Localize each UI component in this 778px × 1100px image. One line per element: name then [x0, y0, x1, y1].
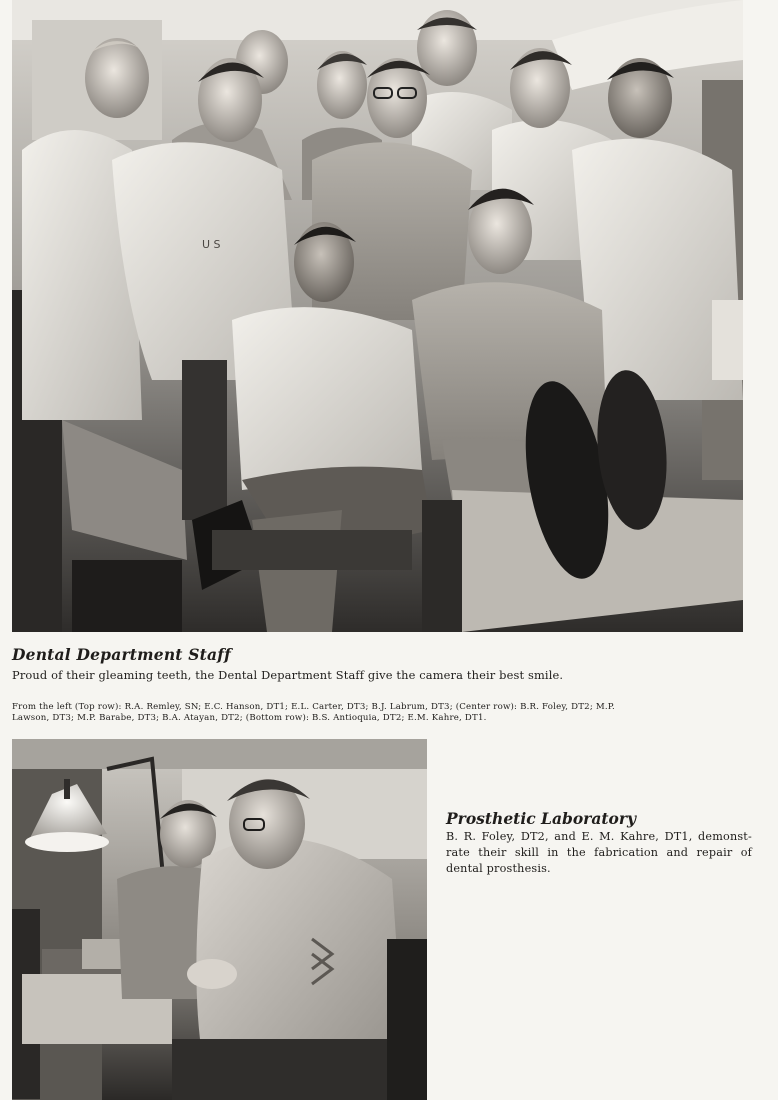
- prosthetic-lab-title: Prosthetic Laboratory: [446, 809, 637, 828]
- dental-staff-photo: [12, 0, 743, 632]
- names-line-2: Lawson, DT3; M.P. Barabe, DT3; B.A. Atayan, DT2; (Bottom row): B.S. Antioquia, DT2; E.M. Kahre, DT1.: [12, 713, 487, 723]
- dental-staff-names: [12, 702, 747, 724]
- lab-line-1: B. R. Foley, DT2, and E. M. Kahre, DT1, demonst-: [446, 830, 752, 843]
- dental-staff-title: Dental Department Staff: [12, 645, 231, 664]
- lab-line-2: rate their skill in the fabrication and repair of: [446, 846, 752, 859]
- dental-staff-caption: Proud of their gleaming teeth, the Dental Department Staff give the camera their best smile.: [12, 668, 564, 682]
- prosthetic-lab-caption: [446, 829, 752, 877]
- svg-text:U S: U S: [202, 238, 221, 251]
- lab-line-3: dental prosthesis.: [446, 862, 551, 875]
- names-line-1: From the left (Top row): R.A. Remley, SN; E.C. Hanson, DT1; E.L. Carter, DT3; B.J. Labrum, DT3; (Center row): B.R. Foley, DT2; M.P.: [12, 702, 615, 712]
- prosthetic-lab-photo: [12, 739, 427, 1100]
